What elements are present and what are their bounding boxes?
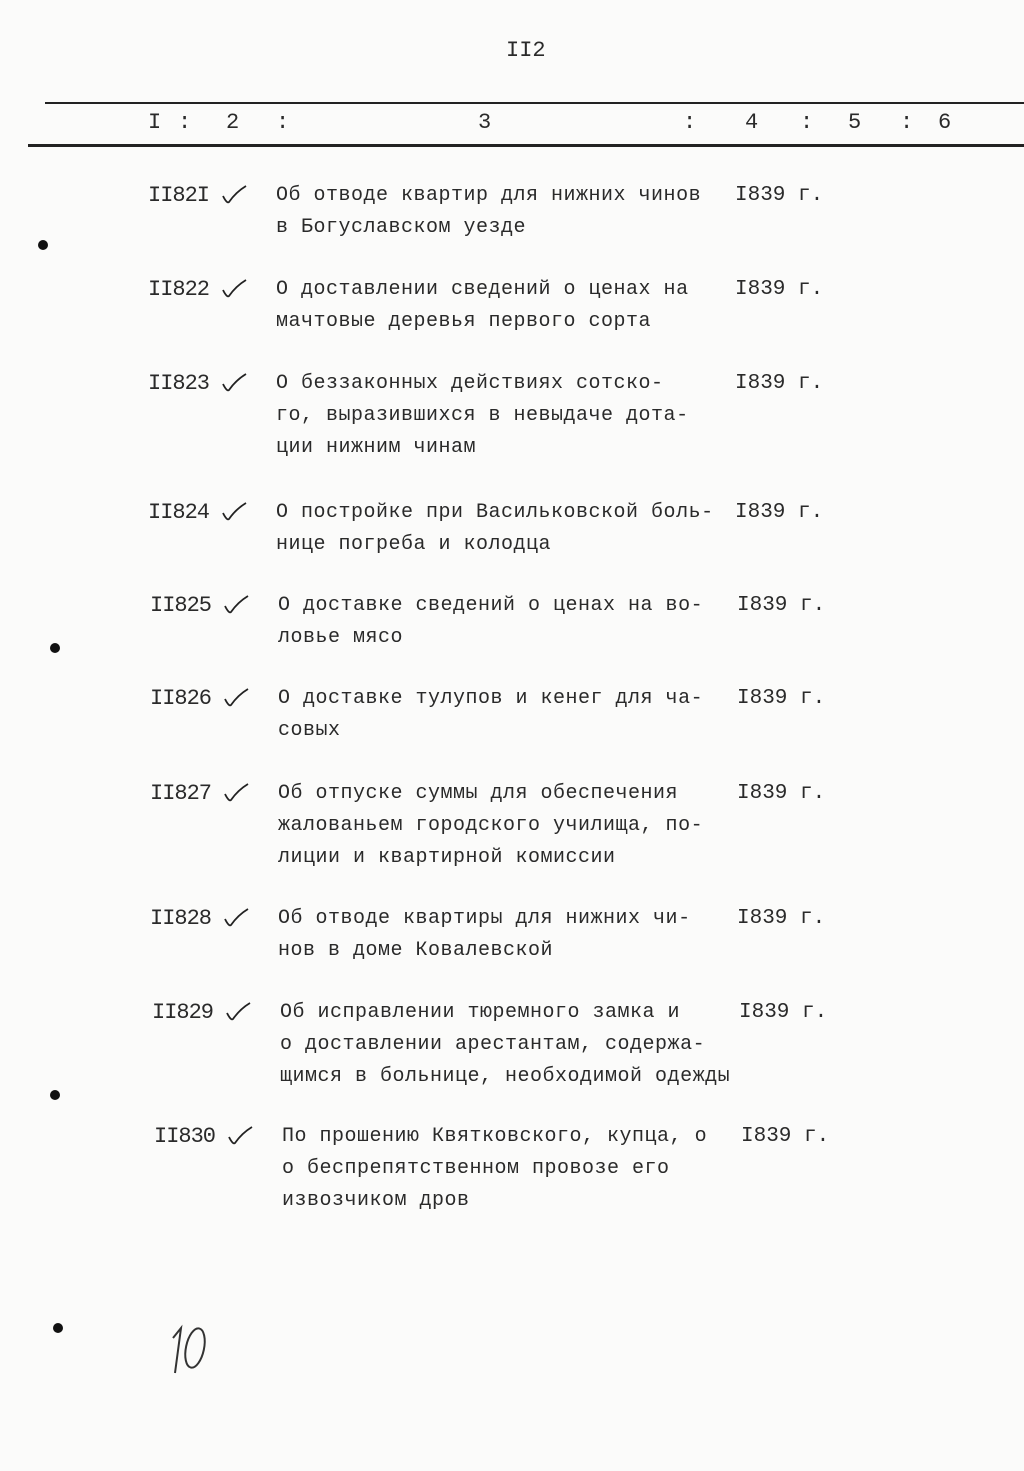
checkmark-icon <box>220 499 248 523</box>
item-year: I839 г. <box>735 501 824 524</box>
description-line: О доставке сведений о ценах на во- <box>278 594 704 617</box>
item-number: II824 <box>148 500 210 525</box>
column-separator: : <box>800 110 814 135</box>
item-year: I839 г. <box>737 782 826 805</box>
item-description <box>276 497 714 561</box>
punch-hole <box>50 1090 60 1100</box>
item-number: II829 <box>152 1000 214 1025</box>
description-line: По прошению Квятковского, купца, о <box>282 1125 708 1148</box>
description-line: ции нижним чинам <box>276 436 477 459</box>
description-line: О доставке тулупов и кенег для ча- <box>278 687 704 710</box>
column-separator: : <box>178 110 192 135</box>
item-description <box>276 180 701 244</box>
item-year: I839 г. <box>741 1125 830 1148</box>
checkmark-icon <box>226 1123 254 1147</box>
item-year: I839 г. <box>739 1001 828 1024</box>
description-line: совых <box>278 719 341 742</box>
item-number: II82I <box>148 183 210 208</box>
checkmark-icon <box>222 780 250 804</box>
description-line: мачтовые деревья первого сорта <box>276 310 652 333</box>
handwritten-sheet-number <box>165 1318 215 1378</box>
item-description <box>278 683 703 747</box>
checkmark-icon <box>222 685 250 709</box>
description-line: жалованьем городского училища, по- <box>278 814 704 837</box>
punch-hole <box>38 240 48 250</box>
column-header-1: I <box>148 110 162 135</box>
column-header-3: 3 <box>478 110 492 135</box>
description-line: щимся в больнице, необходимой одежды <box>280 1065 731 1088</box>
item-description <box>280 997 730 1093</box>
checkmark-icon <box>220 276 248 300</box>
checkmark-icon <box>222 905 250 929</box>
page-number: II2 <box>506 38 546 63</box>
checkmark-icon <box>220 370 248 394</box>
description-line: о беспрепятственном провозе его <box>282 1157 670 1180</box>
description-line: О постройке при Васильковской боль- <box>276 501 714 524</box>
column-separator: : <box>683 110 697 135</box>
item-description <box>278 590 703 654</box>
item-number: II828 <box>150 906 212 931</box>
item-year: I839 г. <box>735 278 824 301</box>
column-separator: : <box>900 110 914 135</box>
item-year: I839 г. <box>737 687 826 710</box>
description-line: о доставлении арестантам, содержа- <box>280 1033 706 1056</box>
item-description <box>276 368 689 464</box>
description-line: нов в доме Ковалевской <box>278 939 554 962</box>
description-line: извозчиком дров <box>282 1189 470 1212</box>
description-line: Об отводе квартиры для нижних чи- <box>278 907 691 930</box>
description-line: лиции и квартирной комиссии <box>278 846 616 869</box>
description-line: ловье мясо <box>278 626 404 649</box>
item-description <box>278 778 703 874</box>
description-line: го, выразившихся в невыдаче дота- <box>276 404 689 427</box>
item-number: II827 <box>150 781 212 806</box>
item-number: II825 <box>150 593 212 618</box>
item-number: II822 <box>148 277 210 302</box>
description-line: Об исправлении тюремного замка и <box>280 1001 681 1024</box>
description-line: О беззаконных действиях сотско- <box>276 372 664 395</box>
item-number: II823 <box>148 371 210 396</box>
description-line: в Богуславском уезде <box>276 216 527 239</box>
item-description <box>282 1121 707 1217</box>
header-top-rule <box>45 102 1024 104</box>
column-header-2: 2 <box>226 110 240 135</box>
description-line: нице погреба и колодца <box>276 533 552 556</box>
column-header-4: 4 <box>745 110 759 135</box>
item-year: I839 г. <box>737 594 826 617</box>
description-line: Об отводе квартир для нижних чинов <box>276 184 702 207</box>
item-year: I839 г. <box>735 184 824 207</box>
item-year: I839 г. <box>737 907 826 930</box>
item-number: II826 <box>150 686 212 711</box>
checkmark-icon <box>222 592 250 616</box>
column-header-5: 5 <box>848 110 862 135</box>
item-number: II830 <box>154 1124 216 1149</box>
column-separator: : <box>276 110 290 135</box>
punch-hole <box>50 643 60 653</box>
punch-hole <box>53 1323 63 1333</box>
description-line: О доставлении сведений о ценах на <box>276 278 689 301</box>
description-line: Об отпуске суммы для обеспечения <box>278 782 679 805</box>
item-description <box>276 274 689 338</box>
checkmark-icon <box>220 182 248 206</box>
item-year: I839 г. <box>735 372 824 395</box>
checkmark-icon <box>224 999 252 1023</box>
header-bottom-rule <box>28 144 1024 147</box>
column-header-6: 6 <box>938 110 952 135</box>
item-description <box>278 903 691 967</box>
